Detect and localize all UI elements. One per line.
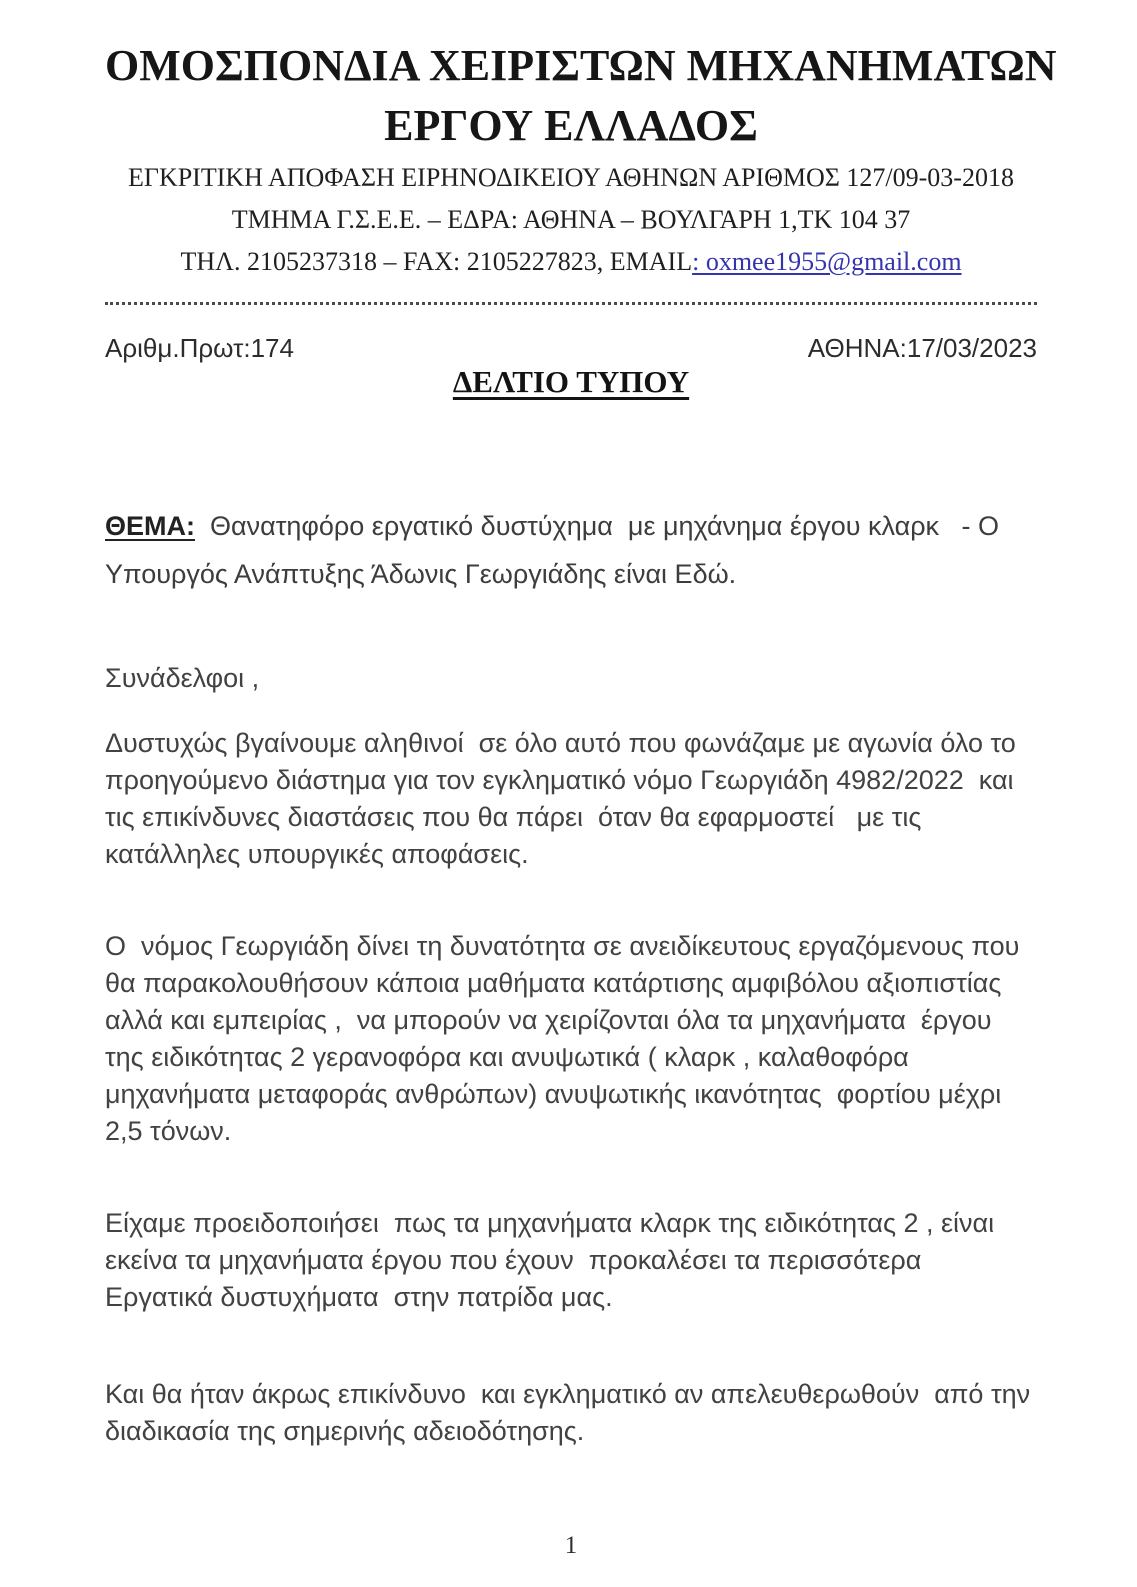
city-date: ΑΘΗΝΑ:17/03/2023: [807, 333, 1037, 363]
email-link[interactable]: : oxmee1955@gmail.com: [692, 247, 962, 276]
org-title-line1: ΟΜΟΣΠΟΝΔΙΑ ΧΕΙΡΙΣΤΩΝ ΜΗΧΑΝΗΜΑΤΩΝ: [105, 41, 1057, 90]
contact-prefix: ΤΗΛ. 2105237318 – FAX: 2105227823, EMAIL: [180, 247, 693, 276]
subject-label: ΘΕΜΑ:: [105, 511, 195, 541]
paragraph-4: Και θα ήταν άκρως επικίνδυνο και εγκληματικό αν απελευθερωθούν από την διαδικασία της σημερινής αδειοδότησης.: [105, 1379, 1038, 1446]
letterhead: [105, 36, 1057, 305]
org-title-line2: ΕΡΓΟΥ ΕΛΛΑΔΟΣ: [384, 101, 758, 150]
page-number: 1: [564, 1532, 578, 1559]
document-body: [105, 502, 1037, 1450]
department-line: ΤΜΗΜΑ Γ.Σ.Ε.Ε. – ΕΔΡΑ: ΑΘΗΝΑ – ΒΟΥΛΓΑΡΗ 1,ΤΚ 104 37: [231, 205, 911, 234]
subject-paragraph: [105, 502, 1037, 598]
approval-line: ΕΓΚΡΙΤΙΚΗ ΑΠΟΦΑΣΗ ΕΙΡΗΝΟΔΙΚΕΙΟΥ ΑΘΗΝΩΝ ΑΡΙΘΜΟΣ 127/09-03-2018: [128, 163, 1014, 192]
salutation: Συνάδελφοι ,: [105, 663, 260, 693]
paragraph-1: Δυστυχώς βγαίνουμε αληθινοί σε όλο αυτό που φωνάζαμε με αγωνία όλο το προηγούμενο διάστημα για τον εγκληματικό νόμο Γεωργιάδη 4982/2022 και τις επικίνδυνες διαστάσεις που θα πάρει όταν θα εφαρμοστεί με τις κατάλληλες υπουργικές αποφάσεις.: [105, 728, 1024, 869]
subject-text: Θανατηφόρο εργατικό δυστύχημα με μηχάνημα έργου κλαρκ - Ο Υπουργός Ανάπτυξης Άδωνις Γεωργιάδης είναι Εδώ.: [105, 511, 1007, 589]
contact-line: [105, 242, 1037, 282]
dotted-divider: [105, 302, 1037, 305]
meta-row: [105, 333, 1037, 364]
doc-type-row: [105, 364, 1037, 400]
protocol-number: Αριθμ.Πρωτ:174: [105, 333, 294, 363]
paragraph-3: Είχαμε προειδοποιήσει πως τα μηχανήματα κλαρκ της ειδικότητας 2 , είναι εκείνα τα μηχανήματα έργου που έχουν προκαλέσει τα περισσότερα Εργατικά δυστυχήματα στην πατρίδα μας.: [105, 1208, 1002, 1312]
paragraph-2: Ο νόμος Γεωργιάδη δίνει τη δυνατότητα σε ανειδίκευτους εργαζόμενους που θα παρακολουθήσουν κάποια μαθήματα κατάρτισης αμφιβόλου αξιοπιστίας αλλά και εμπειρίας , να μπορούν να χειρίζονται όλα τα μηχανήματα έργου της ειδικότητας 2 γερανοφόρα και ανυψωτικά ( κλαρκ , καλαθοφόρα μηχανήματα μεταφοράς ανθρώπων) ανυψωτικής ικανότητας φορτίου μέχρι 2,5 τόνων.: [105, 931, 1027, 1146]
doc-type-title: ΔΕΛΤΙΟ ΤΥΠΟΥ: [452, 364, 690, 399]
